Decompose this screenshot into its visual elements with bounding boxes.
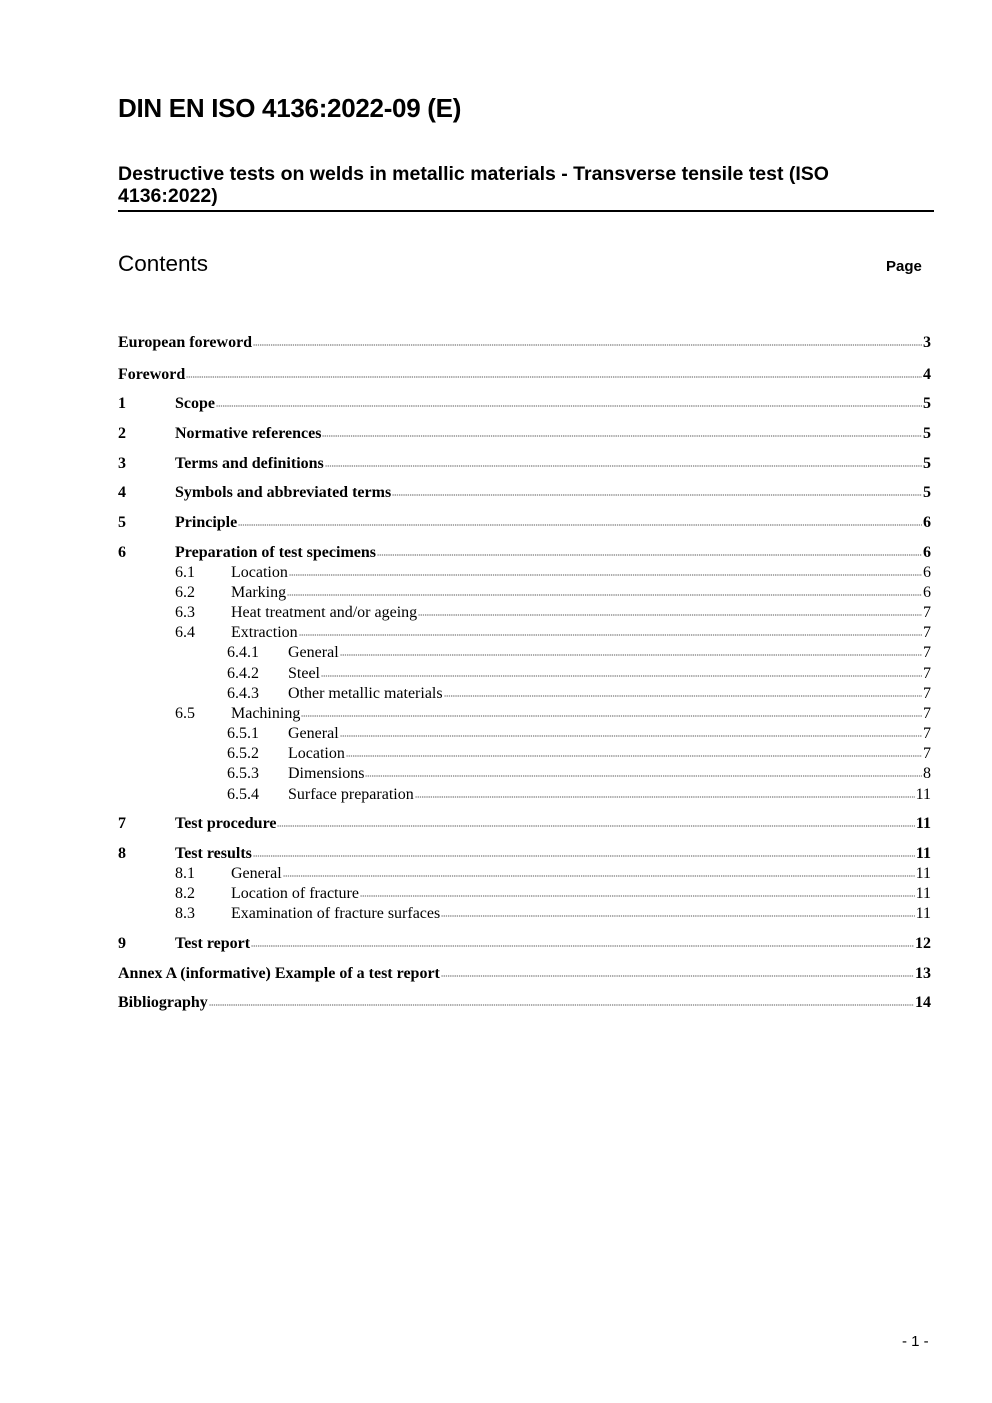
toc-dot-leader [283, 873, 915, 878]
toc-entry-title: Heat treatment and/or ageing [231, 604, 418, 621]
toc-entry-page: 5 [923, 484, 931, 501]
toc-entry-page: 11 [915, 865, 931, 882]
toc-entry-title: General [288, 725, 339, 742]
document-subtitle: Destructive tests on welds in metallic materials - Transverse tensile test (ISO 4136:2022) [118, 163, 829, 207]
toc-entry-title: Location of fracture [231, 885, 359, 902]
toc-entry-8-1[interactable] [118, 864, 931, 884]
toc-entry-number: 6.5.2 [227, 745, 259, 762]
toc-dot-leader [392, 492, 922, 497]
toc-entry-6-5-2[interactable] [118, 744, 931, 764]
toc-dot-leader [444, 693, 922, 698]
toc-entry-number: 6.4.2 [227, 665, 259, 682]
toc-entry-page: 8 [923, 765, 931, 782]
toc-dot-leader [209, 1002, 914, 1007]
toc-entry-page: 7 [923, 685, 931, 702]
toc-entry-7[interactable] [118, 814, 931, 834]
toc-dot-leader [186, 374, 922, 379]
toc-dot-leader [340, 733, 922, 738]
toc-entry-page: 7 [923, 665, 931, 682]
toc-entry-number: 6.3 [175, 604, 195, 621]
toc-entry-title: Foreword [118, 366, 186, 383]
toc-entry-annex-a[interactable] [118, 964, 931, 984]
toc-entry-number: 6.5 [175, 705, 195, 722]
toc-entry-page: 7 [923, 604, 931, 621]
toc-entry-5[interactable] [118, 513, 931, 533]
toc-entry-number: 8.3 [175, 905, 195, 922]
toc-entry-page: 11 [915, 905, 931, 922]
toc-dot-leader [301, 713, 922, 718]
toc-entry-title: European foreword [118, 334, 253, 351]
toc-entry-8-3[interactable] [118, 904, 931, 924]
toc-entry-6-2[interactable] [118, 583, 931, 603]
page-column-label: Page [886, 258, 922, 275]
toc-entry-title: Examination of fracture surfaces [231, 905, 441, 922]
toc-dot-leader [253, 342, 922, 347]
toc-entry-title: Location [288, 745, 345, 762]
toc-entry-page: 11 [915, 786, 931, 803]
toc-entry-title: Steel [288, 665, 320, 682]
title-divider [118, 210, 934, 212]
toc-entry-number: 6.4.3 [227, 685, 259, 702]
toc-entry-number: 6.4.1 [227, 644, 259, 661]
toc-entry-number: 3 [118, 455, 126, 472]
toc-entry-title: Machining [231, 705, 301, 722]
toc-entry-9[interactable] [118, 934, 931, 954]
toc-entry-page: 11 [915, 815, 931, 832]
toc-entry-6-1[interactable] [118, 563, 931, 583]
toc-entry-title: Normative references [175, 425, 322, 442]
toc-entry-number: 6.5.4 [227, 786, 259, 803]
toc-entry-title: Marking [231, 584, 287, 601]
toc-dot-leader [238, 522, 922, 527]
toc-dot-leader [360, 893, 915, 898]
toc-entry-page: 7 [923, 644, 931, 661]
toc-entry-foreword[interactable] [118, 365, 931, 385]
toc-entry-number: 6.5.3 [227, 765, 259, 782]
toc-entry-8[interactable] [118, 844, 931, 864]
toc-entry-page: 3 [923, 334, 931, 351]
toc-entry-title: Symbols and abbreviated terms [175, 484, 392, 501]
toc-entry-page: 12 [915, 935, 931, 952]
toc-entry-6-5[interactable] [118, 704, 931, 724]
toc-entry-title: Terms and definitions [175, 455, 324, 472]
toc-entry-title: General [231, 865, 282, 882]
toc-entry-6-4-3[interactable] [118, 684, 931, 704]
toc-entry-page: 14 [915, 994, 931, 1011]
toc-entry-6[interactable] [118, 543, 931, 563]
toc-dot-leader [277, 823, 914, 828]
toc-entry-6-4-2[interactable] [118, 664, 931, 684]
contents-heading: Contents [118, 251, 209, 276]
toc-dot-leader [415, 794, 915, 799]
toc-dot-leader [441, 913, 914, 918]
toc-entry-title: Scope [175, 395, 215, 412]
toc-entry-title: Surface preparation [288, 786, 414, 803]
toc-entry-number: 4 [118, 484, 126, 501]
toc-entry-european-foreword[interactable] [118, 333, 931, 353]
toc-entry-page: 6 [923, 514, 931, 531]
toc-entry-page: 7 [923, 725, 931, 742]
toc-entry-page: 6 [923, 564, 931, 581]
toc-entry-4[interactable] [118, 483, 931, 503]
toc-entry-title: Preparation of test specimens [175, 544, 376, 561]
toc-entry-page: 6 [923, 544, 931, 561]
toc-entry-title: Location [231, 564, 288, 581]
toc-entry-number: 2 [118, 425, 126, 442]
toc-entry-page: 7 [923, 705, 931, 722]
toc-entry-page: 11 [915, 885, 931, 902]
toc-entry-number: 6.5.1 [227, 725, 259, 742]
toc-entry-number: 1 [118, 395, 126, 412]
toc-dot-leader [321, 673, 922, 678]
toc-entry-bibliography[interactable] [118, 993, 931, 1013]
toc-entry-8-2[interactable] [118, 884, 931, 904]
toc-entry-number: 5 [118, 514, 126, 531]
toc-dot-leader [216, 403, 922, 408]
toc-dot-leader [287, 592, 922, 597]
footer-page-number: - 1 - [902, 1333, 929, 1350]
toc-entry-number: 9 [118, 935, 126, 952]
toc-entry-6-5-3[interactable] [118, 764, 931, 784]
toc-entry-number: 7 [118, 815, 126, 832]
toc-dot-leader [340, 652, 922, 657]
toc-entry-page: 5 [923, 395, 931, 412]
toc-entry-page: 13 [915, 965, 931, 982]
toc-entry-title: Test results [175, 845, 252, 862]
toc-dot-leader [289, 572, 922, 577]
toc-dot-leader [322, 433, 922, 438]
toc-dot-leader [299, 632, 922, 637]
toc-entry-page: 7 [923, 745, 931, 762]
toc-dot-leader [251, 943, 914, 948]
toc-entry-page: 11 [915, 845, 931, 862]
toc-dot-leader [441, 973, 914, 978]
toc-entry-title: Other metallic materials [288, 685, 443, 702]
toc-entry-page: 7 [923, 624, 931, 641]
toc-entry-6-3[interactable] [118, 603, 931, 623]
toc-entry-page: 5 [923, 455, 931, 472]
toc-entry-3[interactable] [118, 454, 931, 474]
toc-dot-leader [377, 552, 922, 557]
toc-dot-leader [325, 463, 922, 468]
toc-entry-1[interactable] [118, 394, 931, 414]
toc-entry-title: General [288, 644, 339, 661]
toc-entry-title: Annex A (informative) Example of a test report [118, 965, 440, 982]
toc-entry-6-5-4[interactable] [118, 785, 931, 805]
toc-entry-page: 5 [923, 425, 931, 442]
toc-entry-title: Dimensions [288, 765, 365, 782]
toc-entry-number: 6.2 [175, 584, 195, 601]
toc-entry-page: 4 [923, 366, 931, 383]
toc-entry-number: 6.1 [175, 564, 195, 581]
toc-entry-title: Extraction [231, 624, 298, 641]
toc-entry-page: 6 [923, 584, 931, 601]
document-title: DIN EN ISO 4136:2022-09 (E) [118, 93, 462, 123]
toc-entry-title: Test report [175, 935, 251, 952]
toc-dot-leader [418, 612, 922, 617]
toc-entry-number: 8.1 [175, 865, 195, 882]
toc-entry-title: Principle [175, 514, 238, 531]
toc-entry-number: 8 [118, 845, 126, 862]
toc-entry-number: 6 [118, 544, 126, 561]
toc-dot-leader [365, 773, 922, 778]
toc-dot-leader [346, 753, 922, 758]
toc-entry-6-5-1[interactable] [118, 724, 931, 744]
toc-entry-6-4-1[interactable] [118, 643, 931, 663]
toc-entry-2[interactable] [118, 424, 931, 444]
toc-entry-number: 6.4 [175, 624, 195, 641]
toc-entry-title: Test procedure [175, 815, 277, 832]
toc-dot-leader [253, 853, 915, 858]
toc-entry-6-4[interactable] [118, 623, 931, 643]
toc-entry-number: 8.2 [175, 885, 195, 902]
toc-entry-title: Bibliography [118, 994, 208, 1011]
